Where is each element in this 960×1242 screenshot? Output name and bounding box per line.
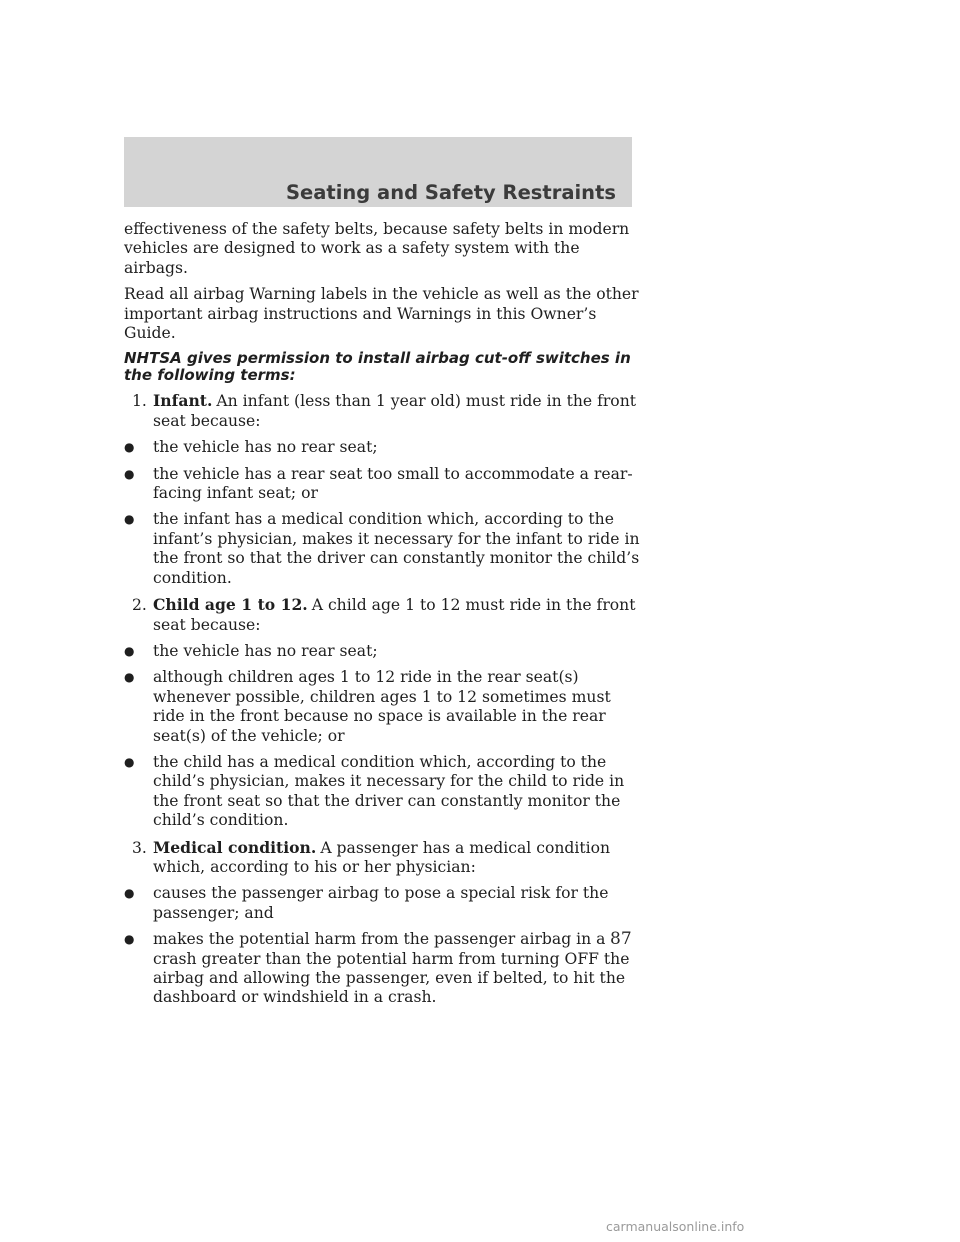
bullet-text: the vehicle has no rear seat; xyxy=(153,438,378,457)
bullet-text: the infant has a medical condition which, according to the infant’s physician, makes it necessary for the infant to ride in the front so that the driver can constantly monitor the child’s condition. xyxy=(153,510,640,587)
section-header-band xyxy=(124,137,632,207)
item-title: Infant. xyxy=(153,391,213,411)
item-text: A child age 1 to 12 must ride in the front seat because: xyxy=(153,596,636,634)
bullet-text: causes the passenger airbag to pose a special risk for the passenger; and xyxy=(153,884,609,922)
bullet-icon: ● xyxy=(124,932,135,947)
bullet-item xyxy=(124,438,644,457)
paragraph: Read all airbag Warning labels in the vehicle as well as the other important airbag instructions and Warnings in this Owner’s Guide. xyxy=(124,285,639,343)
bullet-icon: ● xyxy=(124,754,135,769)
numbered-item xyxy=(124,595,644,635)
numbered-item xyxy=(124,838,644,878)
bullet-icon: ● xyxy=(124,512,135,527)
watermark-text: carmanualsonline.info xyxy=(606,1219,745,1234)
bullet-item xyxy=(124,465,644,504)
bullet-icon: ● xyxy=(124,886,135,901)
numbered-item xyxy=(124,391,644,431)
bullet-text: although children ages 1 to 12 ride in the rear seat(s) whenever possible, children ages 1 to 12 sometimes must ride in the front because no space is available in the rear seat(s) of the vehicle; or xyxy=(153,668,611,745)
bullet-text: makes the potential harm from the passenger airbag in a crash greater than the potential harm from turning OFF the airbag and allowing the passenger, even if belted, to hit the dashboard or windshield in a crash. xyxy=(153,930,630,1007)
bullet-icon: ● xyxy=(124,466,135,481)
bullet-icon: ● xyxy=(124,670,135,685)
page-number: 87 xyxy=(610,929,632,949)
bullet-item xyxy=(124,753,644,831)
bullet-item xyxy=(124,930,644,1008)
bullet-text: the child has a medical condition which, according to the child’s physician, makes it necessary for the child to ride in the front seat so that the driver can constantly monitor the child’s condition. xyxy=(153,752,625,830)
item-number: 3. xyxy=(132,838,147,857)
item-text: An infant (less than 1 year old) must ride in the front seat because: xyxy=(153,392,637,430)
bullet-text: the vehicle has a rear seat too small to accommodate a rear-facing infant seat; or xyxy=(153,464,633,503)
lead-heading: NHTSA gives permission to install airbag cut-off switches in the following terms: xyxy=(124,349,631,385)
item-number: 1. xyxy=(132,392,147,411)
bullet-item xyxy=(124,884,644,923)
bullet-icon: ● xyxy=(124,440,135,455)
item-number: 2. xyxy=(132,596,147,615)
bullet-text: the vehicle has no rear seat; xyxy=(153,641,378,660)
page-content xyxy=(124,220,644,1015)
item-title: Child age 1 to 12. xyxy=(153,595,308,615)
paragraph: effectiveness of the safety belts, because safety belts in modern vehicles are designed to work as a safety system with the airbags. xyxy=(124,220,630,277)
section-title: Seating and Safety Restraints xyxy=(285,181,616,204)
item-text: A passenger has a medical condition which, according to his or her physician: xyxy=(153,838,611,876)
bullet-icon: ● xyxy=(124,643,135,658)
bullet-item xyxy=(124,642,644,661)
item-title: Medical condition. xyxy=(153,837,317,857)
bullet-item xyxy=(124,668,644,746)
bullet-item xyxy=(124,510,644,588)
